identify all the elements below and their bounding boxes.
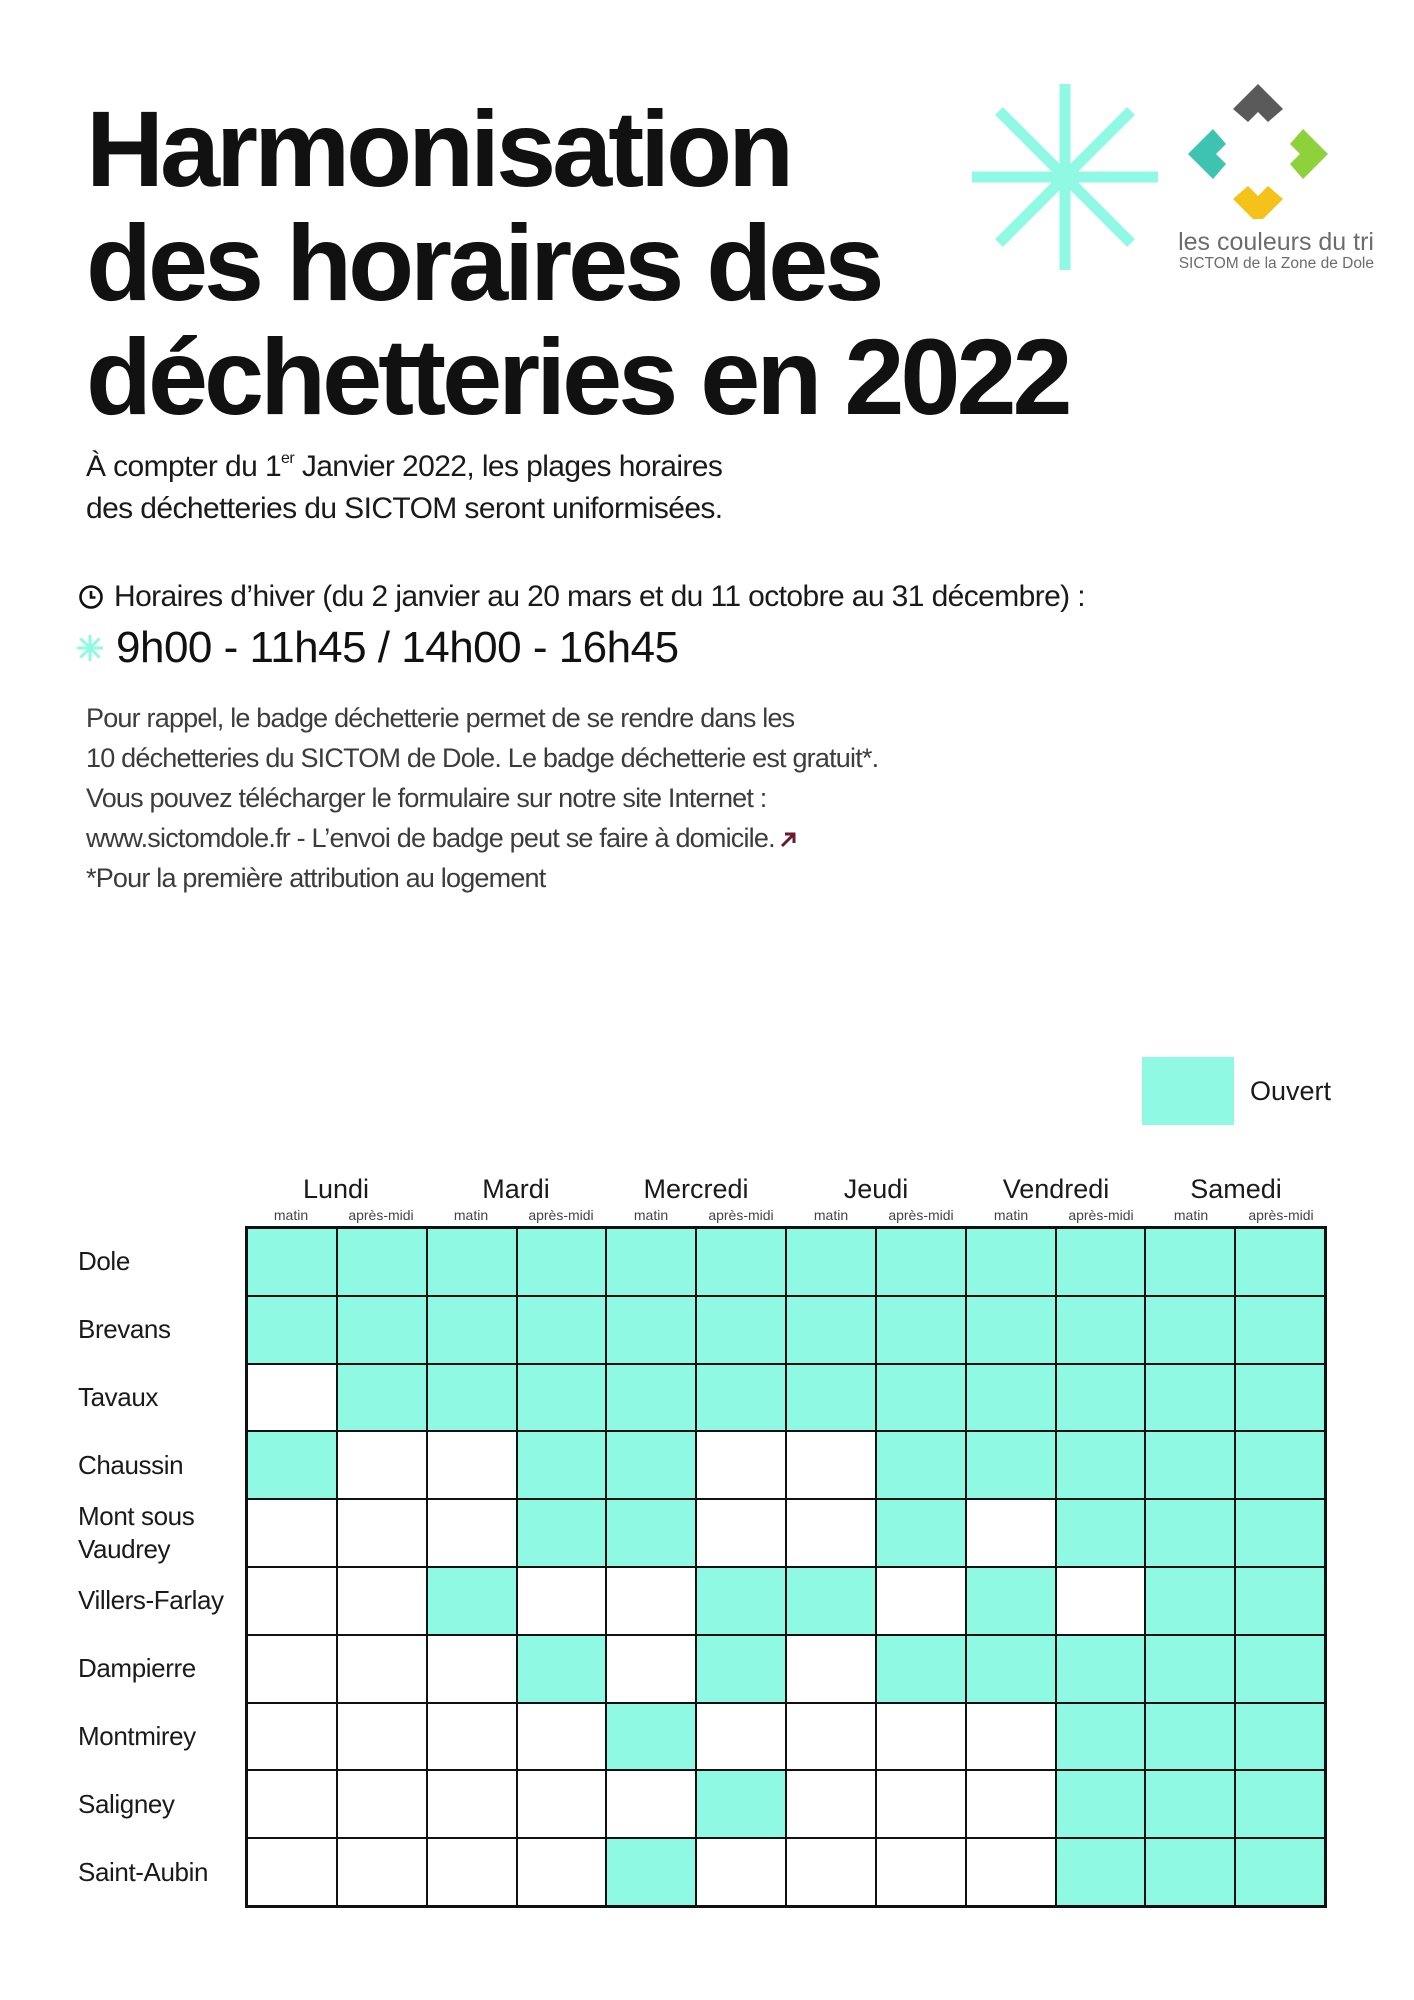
closed-slot-cell	[428, 1839, 516, 1905]
closed-slot-cell	[248, 1500, 336, 1566]
open-slot-cell	[967, 1229, 1055, 1295]
closed-slot-cell	[607, 1636, 695, 1702]
open-slot-cell	[697, 1297, 785, 1363]
site-name: Dampierre	[78, 1653, 196, 1684]
closed-slot-cell	[697, 1839, 785, 1905]
open-slot-cell	[1236, 1704, 1324, 1770]
closed-slot-cell	[248, 1771, 336, 1837]
open-slot-cell	[697, 1568, 785, 1634]
open-slot-cell	[428, 1568, 516, 1634]
closed-slot-cell	[338, 1568, 426, 1634]
open-slot-cell	[877, 1500, 965, 1566]
open-slot-cell	[1146, 1229, 1234, 1295]
site-name: Mont sous Vaudrey	[78, 1501, 195, 1565]
open-slot-cell	[1057, 1704, 1145, 1770]
open-slot-cell	[967, 1432, 1055, 1498]
legend-label: Ouvert	[1250, 1076, 1332, 1106]
closed-slot-cell	[697, 1432, 785, 1498]
closed-slot-cell	[697, 1500, 785, 1566]
open-slot-cell	[607, 1432, 695, 1498]
day-morning-label: matin	[813, 1207, 849, 1223]
reminder-line-1: Pour rappel, le badge déchetterie permet de se rendre dans les	[86, 703, 795, 733]
closed-slot-cell	[787, 1636, 875, 1702]
open-slot-cell	[338, 1229, 426, 1295]
open-slot-cell	[697, 1229, 785, 1295]
closed-slot-cell	[338, 1432, 426, 1498]
day-name: Mercredi	[643, 1174, 749, 1204]
open-slot-cell	[1146, 1500, 1234, 1566]
open-slot-cell	[607, 1229, 695, 1295]
intro-line-1	[86, 446, 723, 488]
winter-hours-text: 9h00 - 11h45 / 14h00 - 16h45	[116, 623, 679, 672]
day-morning-label: matin	[273, 1207, 309, 1223]
reminder-line-3: Vous pouvez télécharger le formulaire sur notre site Internet :	[86, 783, 767, 813]
closed-slot-cell	[967, 1839, 1055, 1905]
reminder-line-5: *Pour la première attribution au logement	[86, 863, 546, 893]
open-slot-cell	[1236, 1500, 1324, 1566]
closed-slot-cell	[248, 1365, 336, 1431]
closed-slot-cell	[967, 1771, 1055, 1837]
open-slot-cell	[787, 1568, 875, 1634]
open-slot-cell	[518, 1500, 606, 1566]
open-slot-cell	[1057, 1636, 1145, 1702]
open-slot-cell	[607, 1704, 695, 1770]
open-slot-cell	[248, 1229, 336, 1295]
day-header-2	[606, 1174, 786, 1224]
logo-icon	[1188, 84, 1328, 219]
closed-slot-cell	[338, 1839, 426, 1905]
winter-label-text: Horaires d’hiver (du 2 janvier au 20 mars et du 11 octobre au 31 décembre) :	[114, 580, 1086, 613]
site-label	[78, 1567, 248, 1635]
site-label	[78, 1364, 248, 1432]
open-slot-cell	[1057, 1500, 1145, 1566]
open-slot-cell	[1236, 1636, 1324, 1702]
closed-slot-cell	[428, 1636, 516, 1702]
day-header-0	[246, 1174, 426, 1224]
intro-text	[86, 446, 723, 530]
schedule-grid	[245, 1226, 1327, 1908]
site-name: Montmirey	[78, 1720, 196, 1751]
clock-icon	[78, 584, 104, 610]
day-name: Mardi	[482, 1174, 550, 1204]
site-label	[78, 1431, 248, 1499]
closed-slot-cell	[518, 1771, 606, 1837]
logo-subtitle: SICTOM de la Zone de Dole	[1178, 255, 1374, 272]
site-name: Dole	[78, 1246, 130, 1277]
open-slot-cell	[1146, 1704, 1234, 1770]
closed-slot-cell	[248, 1704, 336, 1770]
day-headers	[246, 1174, 1326, 1224]
site-label	[78, 1499, 248, 1567]
open-slot-cell	[1057, 1229, 1145, 1295]
closed-slot-cell	[787, 1432, 875, 1498]
site-name: Tavaux	[78, 1381, 158, 1412]
open-slot-cell	[697, 1771, 785, 1837]
open-slot-cell	[518, 1365, 606, 1431]
closed-slot-cell	[607, 1568, 695, 1634]
day-afternoon-label: après-midi	[888, 1207, 954, 1223]
open-slot-cell	[877, 1432, 965, 1498]
open-slot-cell	[518, 1432, 606, 1498]
closed-slot-cell	[338, 1771, 426, 1837]
open-slot-cell	[1057, 1432, 1145, 1498]
closed-slot-cell	[248, 1636, 336, 1702]
open-slot-cell	[1236, 1229, 1324, 1295]
closed-slot-cell	[518, 1568, 606, 1634]
site-label	[78, 1703, 248, 1771]
open-slot-cell	[967, 1568, 1055, 1634]
closed-slot-cell	[518, 1704, 606, 1770]
day-afternoon-label: après-midi	[1068, 1207, 1134, 1223]
site-label	[78, 1838, 248, 1906]
day-name: Samedi	[1190, 1174, 1282, 1204]
closed-slot-cell	[248, 1839, 336, 1905]
day-header-3	[786, 1174, 966, 1224]
closed-slot-cell	[967, 1500, 1055, 1566]
closed-slot-cell	[338, 1636, 426, 1702]
title-line-1: Harmonisation	[86, 88, 791, 209]
title-line-2: des horaires des	[86, 202, 881, 323]
open-slot-cell	[607, 1297, 695, 1363]
logo-name: les couleurs du tri	[1178, 228, 1374, 256]
day-header-5	[1146, 1174, 1326, 1224]
closed-slot-cell	[607, 1771, 695, 1837]
open-slot-cell	[607, 1365, 695, 1431]
closed-slot-cell	[787, 1500, 875, 1566]
badge-reminder	[86, 698, 878, 898]
open-slot-cell	[787, 1365, 875, 1431]
open-slot-cell	[1146, 1365, 1234, 1431]
closed-slot-cell	[338, 1704, 426, 1770]
day-afternoon-label: après-midi	[348, 1207, 414, 1223]
closed-slot-cell	[428, 1771, 516, 1837]
open-slot-cell	[967, 1365, 1055, 1431]
open-slot-cell	[248, 1432, 336, 1498]
intro-line-1-start: À compter du 1	[86, 450, 282, 483]
site-name: Brevans	[78, 1314, 171, 1345]
closed-slot-cell	[338, 1500, 426, 1566]
website-link[interactable]: www.sictomdole.fr - L’envoi de badge peut se faire à domicile.	[86, 823, 775, 853]
open-slot-cell	[967, 1297, 1055, 1363]
open-slot-cell	[1146, 1297, 1234, 1363]
closed-slot-cell	[877, 1839, 965, 1905]
open-slot-cell	[428, 1365, 516, 1431]
open-slot-cell	[877, 1229, 965, 1295]
open-slot-cell	[1236, 1839, 1324, 1905]
day-header-4	[966, 1174, 1146, 1224]
open-slot-cell	[1057, 1839, 1145, 1905]
open-slot-cell	[1236, 1365, 1324, 1431]
day-morning-label: matin	[1173, 1207, 1209, 1223]
site-labels	[78, 1228, 248, 1906]
open-slot-cell	[1236, 1771, 1324, 1837]
title-line-3: déchetteries en 2022	[86, 316, 1069, 437]
open-slot-cell	[1146, 1839, 1234, 1905]
open-slot-cell	[877, 1636, 965, 1702]
day-header-1	[426, 1174, 606, 1224]
site-name: Saint-Aubin	[78, 1856, 209, 1887]
closed-slot-cell	[877, 1771, 965, 1837]
closed-slot-cell	[428, 1500, 516, 1566]
day-afternoon-label: après-midi	[528, 1207, 594, 1223]
open-slot-cell	[607, 1500, 695, 1566]
open-slot-cell	[1236, 1432, 1324, 1498]
open-slot-cell	[1146, 1568, 1234, 1634]
closed-slot-cell	[967, 1704, 1055, 1770]
closed-slot-cell	[877, 1704, 965, 1770]
legend-swatch	[1142, 1057, 1234, 1125]
closed-slot-cell	[697, 1704, 785, 1770]
open-slot-cell	[1146, 1432, 1234, 1498]
open-slot-cell	[248, 1297, 336, 1363]
open-slot-cell	[967, 1636, 1055, 1702]
day-morning-label: matin	[993, 1207, 1029, 1223]
closed-slot-cell	[787, 1839, 875, 1905]
day-morning-label: matin	[453, 1207, 489, 1223]
open-slot-cell	[697, 1636, 785, 1702]
open-slot-cell	[1057, 1297, 1145, 1363]
reminder-line-4	[86, 818, 878, 858]
open-slot-cell	[697, 1365, 785, 1431]
open-slot-cell	[1057, 1365, 1145, 1431]
open-slot-cell	[518, 1636, 606, 1702]
closed-slot-cell	[787, 1704, 875, 1770]
open-slot-cell	[518, 1229, 606, 1295]
external-link-arrow-icon[interactable]	[779, 831, 797, 849]
asterisk-bullet-icon	[76, 634, 104, 662]
page-title	[86, 88, 1069, 437]
closed-slot-cell	[787, 1771, 875, 1837]
winter-hours	[76, 620, 679, 676]
closed-slot-cell	[428, 1704, 516, 1770]
reminder-line-2: 10 déchetteries du SICTOM de Dole. Le badge déchetterie est gratuit*.	[86, 743, 879, 773]
day-name: Vendredi	[1002, 1174, 1110, 1204]
open-slot-cell	[607, 1839, 695, 1905]
open-slot-cell	[338, 1297, 426, 1363]
open-slot-cell	[877, 1297, 965, 1363]
open-slot-cell	[518, 1297, 606, 1363]
site-label	[78, 1770, 248, 1838]
site-label	[78, 1635, 248, 1703]
day-name: Lundi	[302, 1174, 370, 1204]
intro-line-2: des déchetteries du SICTOM seront uniformisées.	[86, 492, 723, 525]
site-label	[78, 1228, 248, 1296]
closed-slot-cell	[877, 1568, 965, 1634]
site-name: Saligney	[78, 1788, 175, 1819]
closed-slot-cell	[1057, 1568, 1145, 1634]
intro-superscript: er	[281, 450, 295, 467]
open-slot-cell	[338, 1365, 426, 1431]
closed-slot-cell	[428, 1432, 516, 1498]
day-name: Jeudi	[843, 1174, 909, 1204]
open-slot-cell	[877, 1365, 965, 1431]
site-label	[78, 1296, 248, 1364]
closed-slot-cell	[248, 1568, 336, 1634]
open-slot-cell	[1236, 1568, 1324, 1634]
open-slot-cell	[787, 1229, 875, 1295]
open-slot-cell	[787, 1297, 875, 1363]
day-afternoon-label: après-midi	[1248, 1207, 1314, 1223]
day-morning-label: matin	[633, 1207, 669, 1223]
open-slot-cell	[428, 1229, 516, 1295]
day-afternoon-label: après-midi	[708, 1207, 774, 1223]
open-slot-cell	[1057, 1771, 1145, 1837]
open-slot-cell	[1146, 1636, 1234, 1702]
winter-schedule-label	[78, 576, 1085, 618]
open-slot-cell	[1236, 1297, 1324, 1363]
intro-line-1-end: Janvier 2022, les plages horaires	[294, 450, 723, 483]
open-slot-cell	[1146, 1771, 1234, 1837]
site-name: Villers-Farlay	[78, 1585, 224, 1616]
closed-slot-cell	[518, 1839, 606, 1905]
site-name: Chaussin	[78, 1449, 184, 1480]
open-slot-cell	[428, 1297, 516, 1363]
